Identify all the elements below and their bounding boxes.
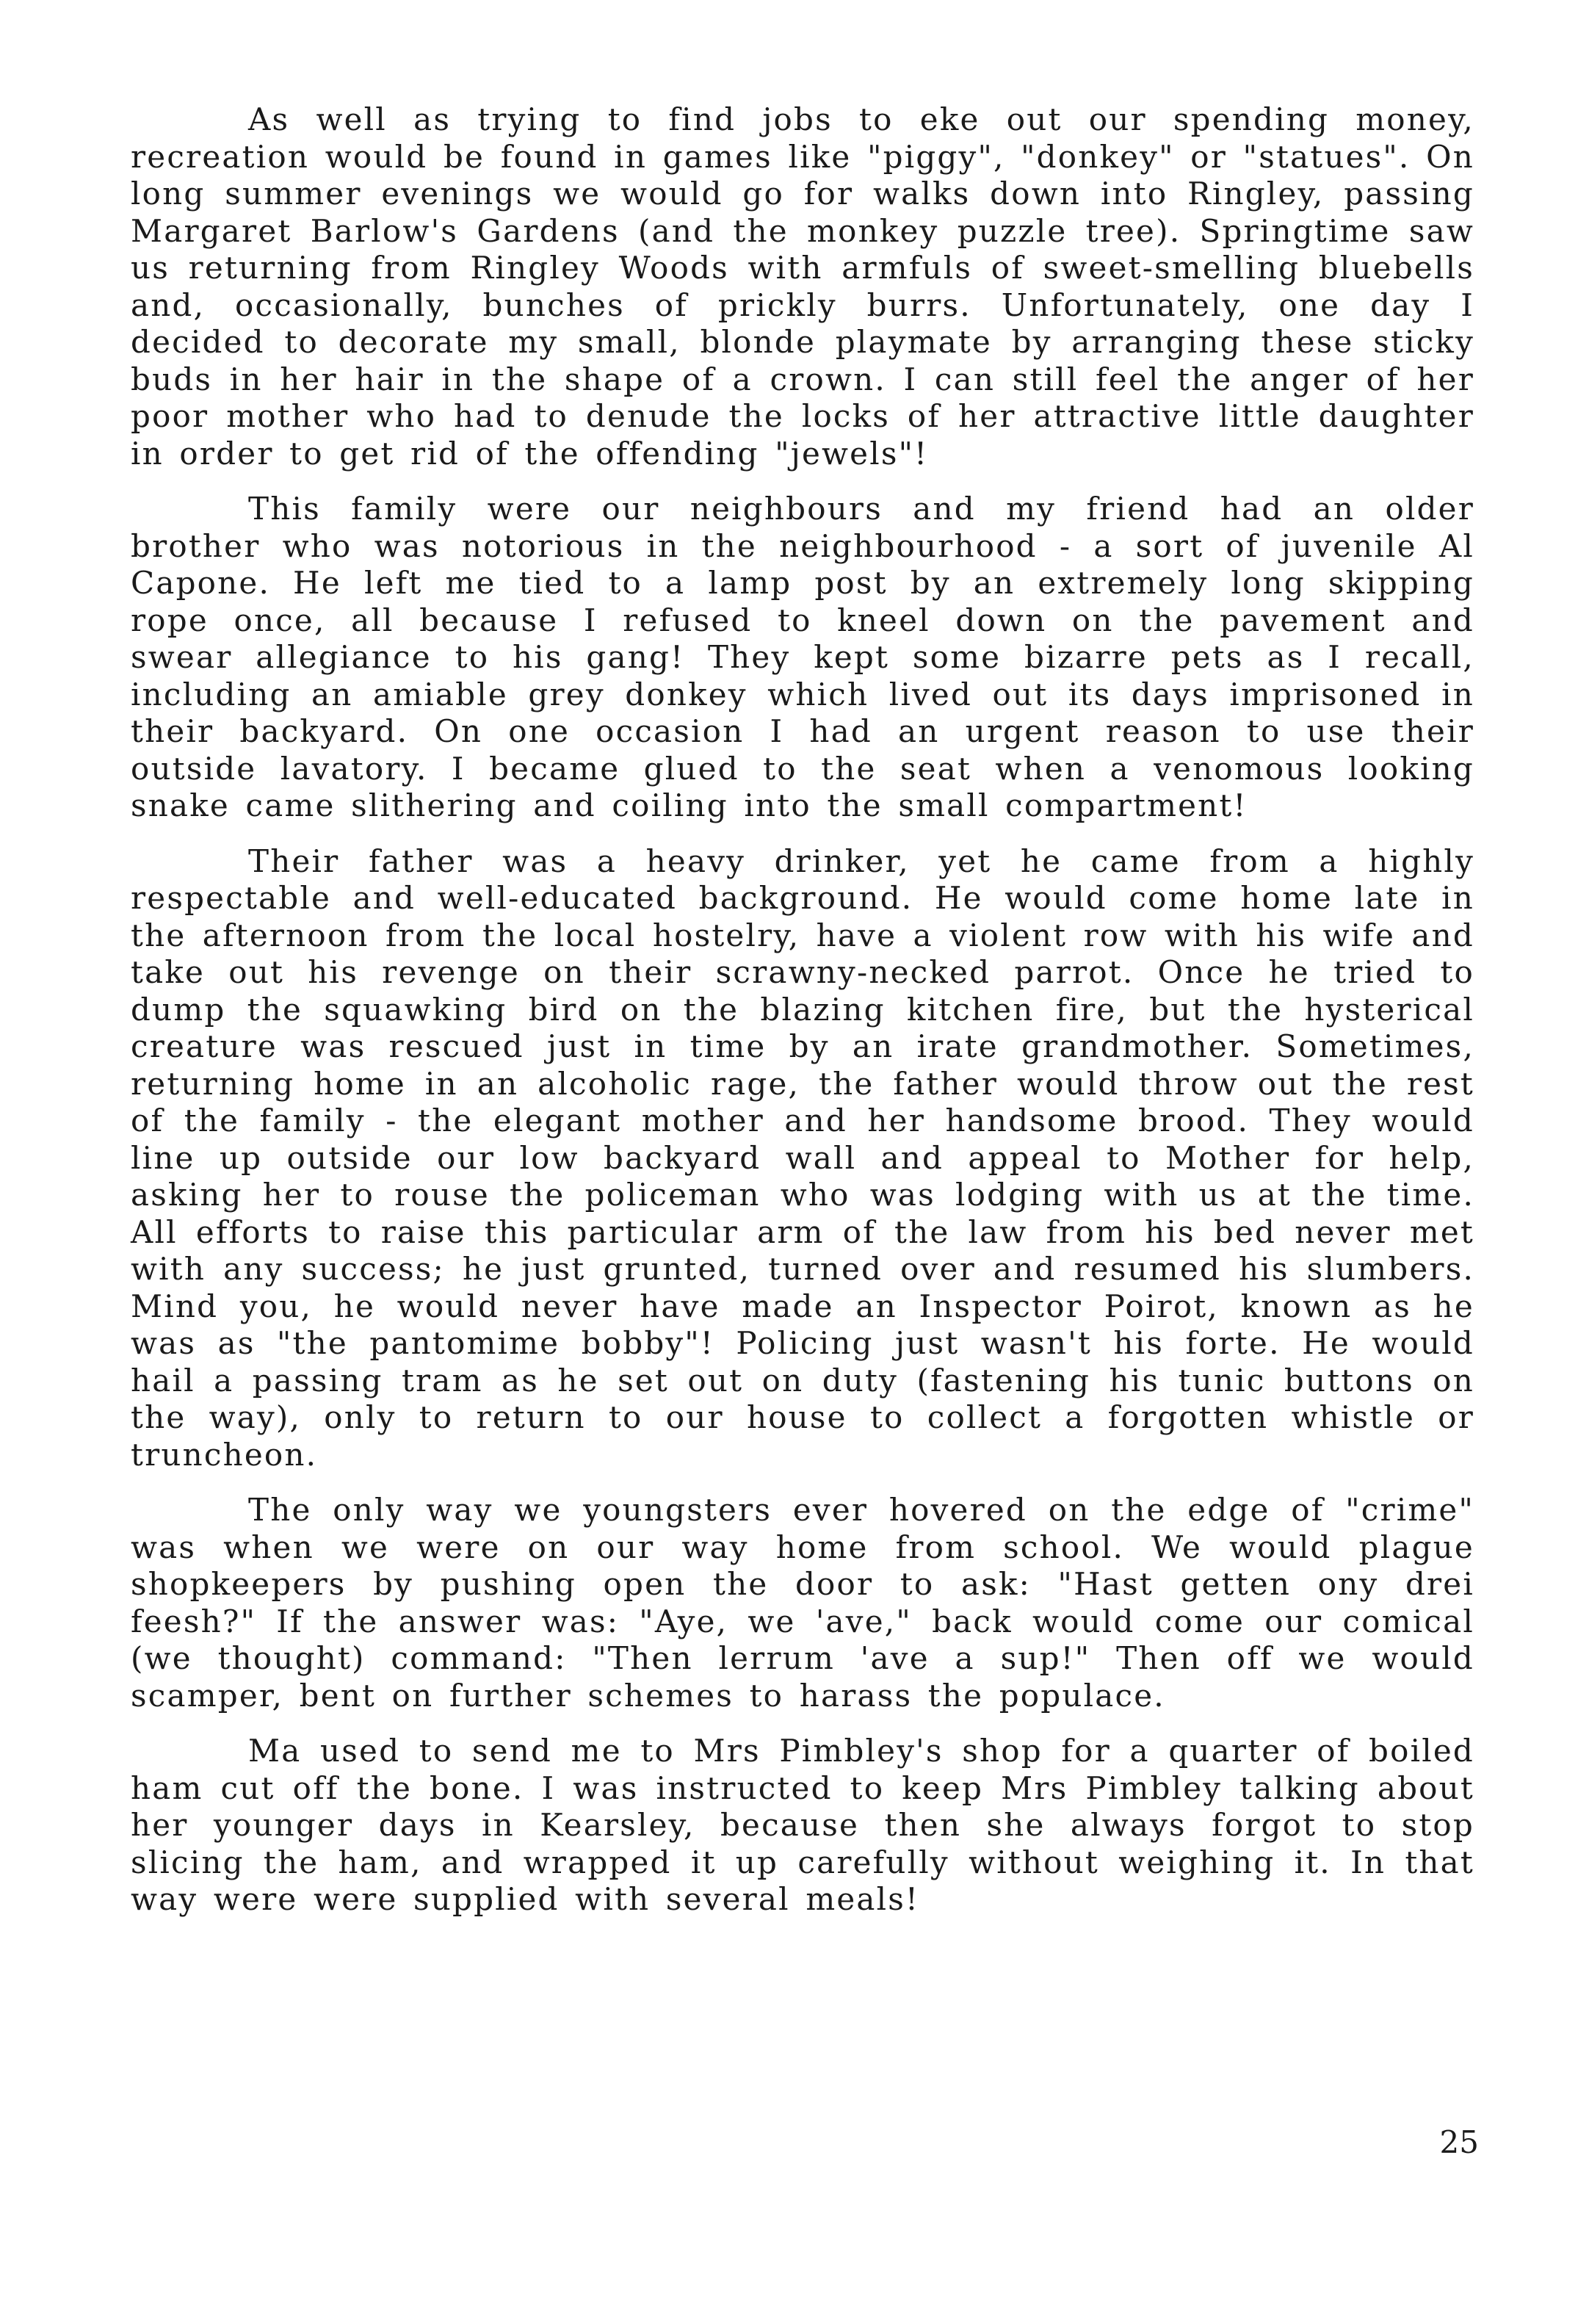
paragraph-find-jobs: As well as trying to find jobs to eke out our spending money, recreation would be found in games like "piggy", "donkey" or "statues". On long summer evenings we would go for walks down into Ringley, passing Margaret Barlow's Gardens (and the monkey puzzle tree). Springtime saw us returning from Ringley Woods with armfuls of sweet-smelling bluebells and, occasionally, bunches of prickly burrs. Unfortunately, one day I decided to decorate my small, blonde playmate by arranging these sticky buds in her hair in the shape of a crown. I can still feel the anger of her poor mother who had to denude the locks of her attractive little daughter in order to get rid of the offending "jewels"! xyxy=(131,101,1474,472)
paragraph-neighbours: This family were our neighbours and my friend had an older brother who was notorious in the neighbourhood - a sort of juvenile Al Capone. He left me tied to a lamp post by an extremely long skipping rope once, all because I refused to kneel down on the pavement and swear allegiance to his gang! They kept some bizarre pets as I recall, including an amiable grey donkey which lived out its days imprisoned in their backyard. On one occasion I had an urgent reason to use their outside lavatory. I became glued to the seat when a venomous looking snake came slithering and coiling into the small compartment! xyxy=(131,491,1474,823)
body-text xyxy=(131,101,1474,1937)
paragraph-pimbley: Ma used to send me to Mrs Pimbley's shop for a quarter of boiled ham cut off the bone. I was instructed to keep Mrs Pimbley talking about her younger days in Kearsley, because then she always forgot to stop slicing the ham, and wrapped it up carefully without weighing it. In that way were were supplied with several meals! xyxy=(131,1733,1474,1917)
page-number: 25 xyxy=(1439,2124,1479,2160)
paragraph-father: Their father was a heavy drinker, yet he came from a highly respectable and well-educated background. He would come home late in the afternoon from the local hostelry, have a violent row with his wife and take out his revenge on their scrawny-necked parrot. Once he tried to dump the squawking bird on the blazing kitchen fire, but the hysterical creature was rescued just in time by an irate grandmother. Sometimes, returning home in an alcoholic rage, the father would throw out the rest of the family - the elegant mother and her handsome brood. They would line up outside our low backyard wall and appeal to Mother for help, asking her to rouse the policeman who was lodging with us at the time. All efforts to raise this particular arm of the law from his bed never met with any success; he just grunted, turned over and resumed his slumbers. Mind you, he would never have made an Inspector Poirot, known as he was as "the pantomime bobby"! Policing just wasn't his forte. He would hail a passing tram as he set out on duty (fastening his tunic buttons on the way), only to return to our house to collect a forgotten whistle or truncheon. xyxy=(131,842,1474,1473)
paragraph-crime: The only way we youngsters ever hovered on the edge of "crime" was when we were on our way home from school. We would plague shopkeepers by pushing open the door to ask: "Hast getten ony drei feesh?" If the answer was: "Aye, we 'ave," back would come our comical (we thought) command: "Then lerrum 'ave a sup!" Then off we would scamper, bent on further schemes to harass the populace. xyxy=(131,1492,1474,1714)
